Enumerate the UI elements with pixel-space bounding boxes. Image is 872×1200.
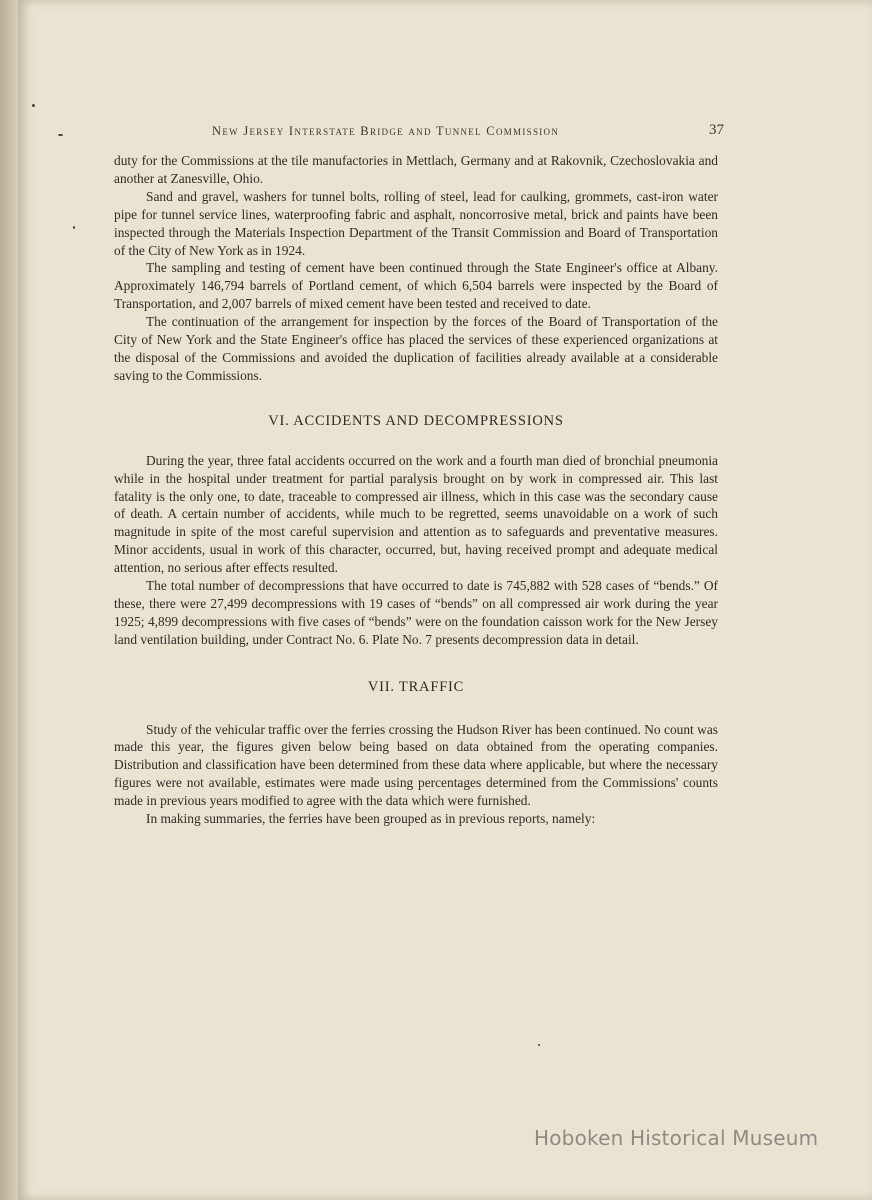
page-number: 37 bbox=[709, 122, 724, 138]
paragraph-tile-manufactories: duty for the Commissions at the tile manufactories in Mettlach, Germany and at Rakovnik, Czechoslovakia and another at Zanesville, Ohio. bbox=[114, 153, 718, 186]
page-header bbox=[212, 122, 724, 142]
paragraph-inspection-arrangement: The continuation of the arrangement for inspection by the forces of the Board of Transportation of the City of New York and the State Engineer's office has placed the services of these experienced organizations at the disposal of the Commissions and avoided the duplication of facilities already available at a considerable saving to the Commissions. bbox=[114, 314, 718, 383]
paper-speck bbox=[73, 226, 75, 229]
paragraph-ferry-summaries: In making summaries, the ferries have been grouped as in previous reports, namely: bbox=[146, 811, 596, 827]
running-title: New Jersey Interstate Bridge and Tunnel Commission bbox=[212, 124, 560, 138]
section-heading-accidents: VI. ACCIDENTS AND DECOMPRESSIONS bbox=[268, 412, 564, 429]
paragraph-materials-inspection: Sand and gravel, washers for tunnel bolts, rolling of steel, lead for caulking, grommets, cast-iron water pipe for tunnel service lines, waterproofing fabric and asphalt, noncorrosive metal, brick and paints have been inspected through the Materials Inspection Department of the Transit Commission and Board of Transportation of the City of New York as in 1924. bbox=[114, 188, 718, 258]
paragraph-accidents: During the year, three fatal accidents occurred on the work and a fourth man died of bronchial pneumonia while in the hospital under treatment for partial paralysis brought on by work in compressed air. This last fatality is the only one, to date, traceable to compressed air illness, which in this case was the secondary cause of death. A certain number of accidents, while much to be regretted, seems unavoidable on a work of such magnitude in spite of the most careful supervision and attention as to safeguards and preventative measures. Minor accidents, usual in work of this character, occurred, but, having received prompt and adequate medical attention, no serious after effects resulted. bbox=[114, 452, 718, 576]
paragraph-traffic-study: Study of the vehicular traffic over the ferries crossing the Hudson River has been continued. No count was made this year, the figures given below being based on data obtained from the operating companies. Distribution and classification have been determined from these data where applicable, but where the necessary figures were not available, estimates were made using percentages determined from the Commissions' counts made in previous years modified to agree with the data which were furnished. bbox=[114, 721, 718, 809]
museum-watermark: Hoboken Historical Museum bbox=[534, 1126, 819, 1150]
paper-speck bbox=[538, 1044, 540, 1046]
book-gutter bbox=[0, 0, 18, 1200]
paper-speck bbox=[58, 134, 63, 136]
paragraph-decompressions: The total number of decompressions that have occurred to date is 745,882 with 528 cases of “bends.” Of these, there were 27,499 decompressions with 19 cases of “bends” on all compressed air work during the year 1925; 4,899 decompressions with five cases of “bends” were on the foundation caisson work for the New Jersey land ventilation building, under Contract No. 6. Plate No. 7 presents decompression data in detail. bbox=[114, 578, 718, 647]
section-heading-traffic: VII. TRAFFIC bbox=[367, 678, 465, 695]
paragraph-cement-testing: The sampling and testing of cement have been continued through the State Engineer's office at Albany. Approximately 146,794 barrels of Portland cement, of which 6,504 barrels were inspected by the Board of Transportation, and 2,007 barrels of mixed cement have been tested and received to date. bbox=[114, 260, 718, 312]
page-body bbox=[114, 152, 718, 828]
paper-speck bbox=[32, 104, 35, 107]
